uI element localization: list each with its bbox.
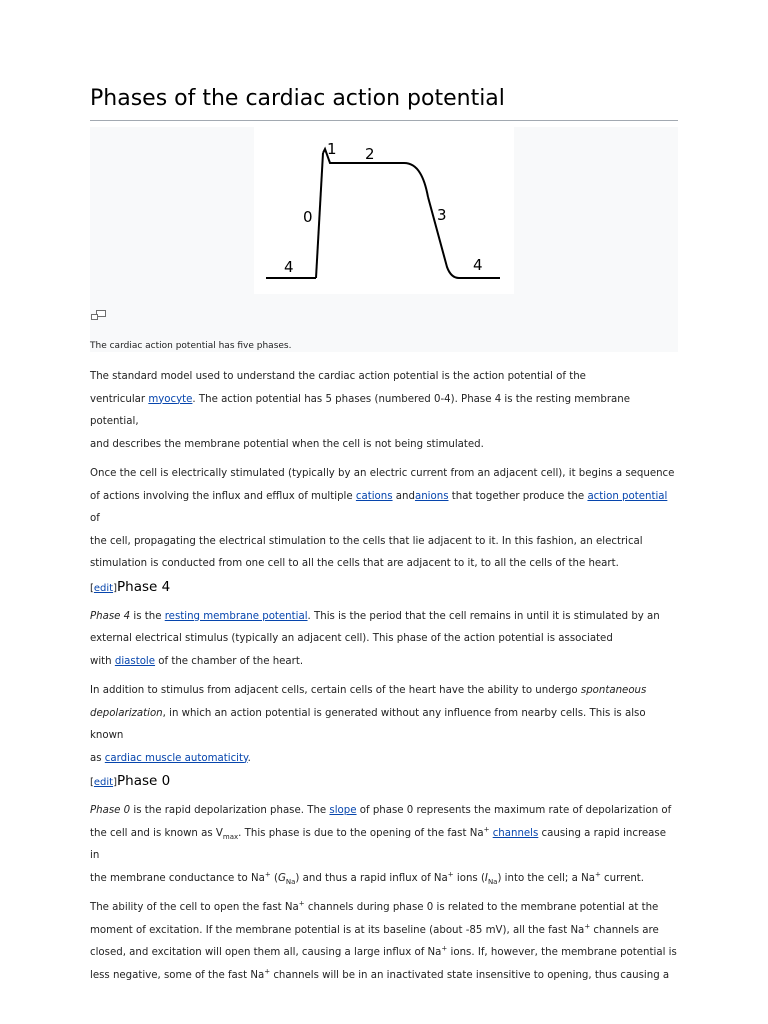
em-text: G	[277, 872, 286, 884]
superscript: +	[298, 899, 305, 908]
text: (	[270, 872, 278, 884]
text: ventricular	[90, 393, 149, 405]
text: moment of excitation. If the membrane potential is at its baseline (about -85 mV), all the fast Na	[90, 924, 585, 936]
text: and	[392, 490, 415, 502]
text: In addition to stimulus from adjacent cells, certain cells of the heart have the ability to undergo	[90, 685, 581, 696]
text: of phase 0 represents the maximum rate of depolarization of	[356, 805, 672, 816]
magnify-clip-icon[interactable]	[91, 306, 106, 317]
text: the cell, propagating the electrical stimulation to the cells that lie adjacent to it. In this fashion, an electrical	[90, 535, 643, 547]
text: of	[90, 513, 100, 524]
em-text: depolarization	[90, 707, 163, 719]
superscript: +	[594, 870, 601, 879]
text: . This phase is due to the opening of the fast Na	[238, 827, 484, 839]
em-text: Phase 0	[90, 805, 131, 816]
section-heading-phase0	[90, 770, 678, 794]
label-phase1: 1	[327, 140, 337, 158]
superscript: +	[264, 870, 271, 879]
text: external electrical stimulus (typically an adjacent cell). This phase of the action potential is associated	[90, 633, 613, 644]
label-phase4-right: 4	[473, 256, 483, 274]
text: with	[90, 655, 115, 667]
subscript: max	[222, 832, 239, 841]
link-anions[interactable]: anions	[414, 490, 449, 502]
label-phase4-left: 4	[284, 258, 294, 276]
link-slope[interactable]: slope	[329, 805, 357, 816]
intro-paragraph-2	[90, 463, 678, 576]
figure-caption: The cardiac action potential has five phases.	[90, 341, 292, 351]
text: of actions involving the influx and efflux of multiple	[90, 490, 356, 502]
text: ions. If, however, the membrane potential is	[447, 947, 677, 958]
link-myocyte[interactable]: myocyte	[148, 393, 193, 405]
text: as	[90, 752, 105, 764]
em-text: spontaneous	[580, 685, 647, 696]
text: causing a rapid increase in	[90, 827, 667, 861]
action-potential-diagram	[254, 127, 514, 294]
heading-phase0: Phase 0	[117, 773, 171, 789]
article-body	[90, 366, 678, 994]
text: ) and thus a rapid influx of Na	[295, 872, 448, 884]
label-phase3: 3	[437, 206, 447, 224]
text: . The action potential has 5 phases (numbered 0-4). Phase 4 is the resting membrane potential,	[90, 393, 631, 427]
text: .	[247, 752, 251, 764]
edit-link-phase4[interactable]: edit	[93, 582, 114, 594]
text: the cell and is known as V	[90, 827, 223, 839]
subscript: Na	[487, 877, 498, 886]
link-cardiac-muscle-automaticity[interactable]: cardiac muscle automaticity	[104, 752, 248, 764]
text: The standard model used to understand the cardiac action potential is the action potential of the	[90, 371, 586, 382]
text: less negative, some of the fast Na	[90, 969, 265, 981]
text: stimulation is conducted from one cell to all the cells that are adjacent to it, to all the cells of the heart.	[90, 558, 619, 569]
phase1-2-plateau	[323, 149, 428, 197]
text: that together produce the	[448, 490, 588, 502]
text: channels will be in an inactivated state insensitive to opening, thus causing a	[270, 969, 670, 981]
text: ) into the cell; a Na	[497, 872, 595, 884]
phase0-paragraph-1	[90, 800, 678, 890]
phase4-paragraph-2	[90, 680, 678, 770]
text: , in which an action potential is generated without any influence from nearby cells. This is also known	[90, 707, 646, 741]
link-resting-membrane-potential[interactable]: resting membrane potential	[164, 610, 308, 622]
text: Once the cell is electrically stimulated (typically by an electric current from an adjacent cell), it begins a sequence	[90, 468, 675, 479]
phase4-paragraph-1	[90, 606, 678, 674]
text: The ability of the cell to open the fast Na	[90, 902, 299, 913]
section-heading-phase4	[90, 576, 678, 600]
superscript: +	[447, 870, 454, 879]
link-diastole[interactable]: diastole	[114, 655, 156, 667]
text: channels are	[590, 924, 659, 936]
superscript: +	[483, 825, 490, 834]
text: is the	[130, 610, 165, 622]
action-potential-image[interactable]	[254, 127, 514, 294]
text: . This is the period that the cell remains in until it is stimulated by an	[307, 610, 660, 622]
superscript: +	[584, 922, 591, 931]
link-channels[interactable]: channels	[492, 827, 539, 839]
label-phase0: 0	[303, 208, 313, 226]
phase0-upstroke	[316, 153, 323, 278]
page-title: Phases of the cardiac action potential	[90, 86, 505, 111]
title-divider	[90, 120, 678, 121]
label-phase2: 2	[365, 145, 375, 163]
link-cations[interactable]: cations	[355, 490, 393, 502]
superscript: +	[441, 944, 448, 953]
text: ions (	[453, 872, 485, 884]
edit-section: [edit]	[90, 777, 118, 788]
phase0-paragraph-2	[90, 897, 678, 987]
link-action-potential[interactable]: action potential	[587, 490, 668, 502]
superscript: +	[264, 967, 271, 976]
em-text: Phase 4	[90, 610, 131, 622]
edit-section: [edit]	[90, 582, 118, 594]
text: the membrane conductance to Na	[90, 872, 265, 884]
text: closed, and excitation will open them all, causing a large influx of Na	[90, 947, 442, 958]
subscript: Na	[285, 877, 296, 886]
figure-thumbnail	[90, 127, 678, 352]
em-text: I	[484, 872, 488, 884]
text: of the chamber of the heart.	[155, 655, 304, 667]
text: current.	[600, 872, 645, 884]
intro-paragraph-1	[90, 366, 678, 456]
edit-link-phase0[interactable]: edit	[93, 777, 114, 788]
text: is the rapid depolarization phase. The	[130, 805, 330, 816]
heading-phase4: Phase 4	[117, 578, 171, 595]
text: channels during phase 0 is related to the membrane potential at the	[304, 902, 659, 913]
text: and describes the membrane potential when the cell is not being stimulated.	[90, 438, 484, 450]
